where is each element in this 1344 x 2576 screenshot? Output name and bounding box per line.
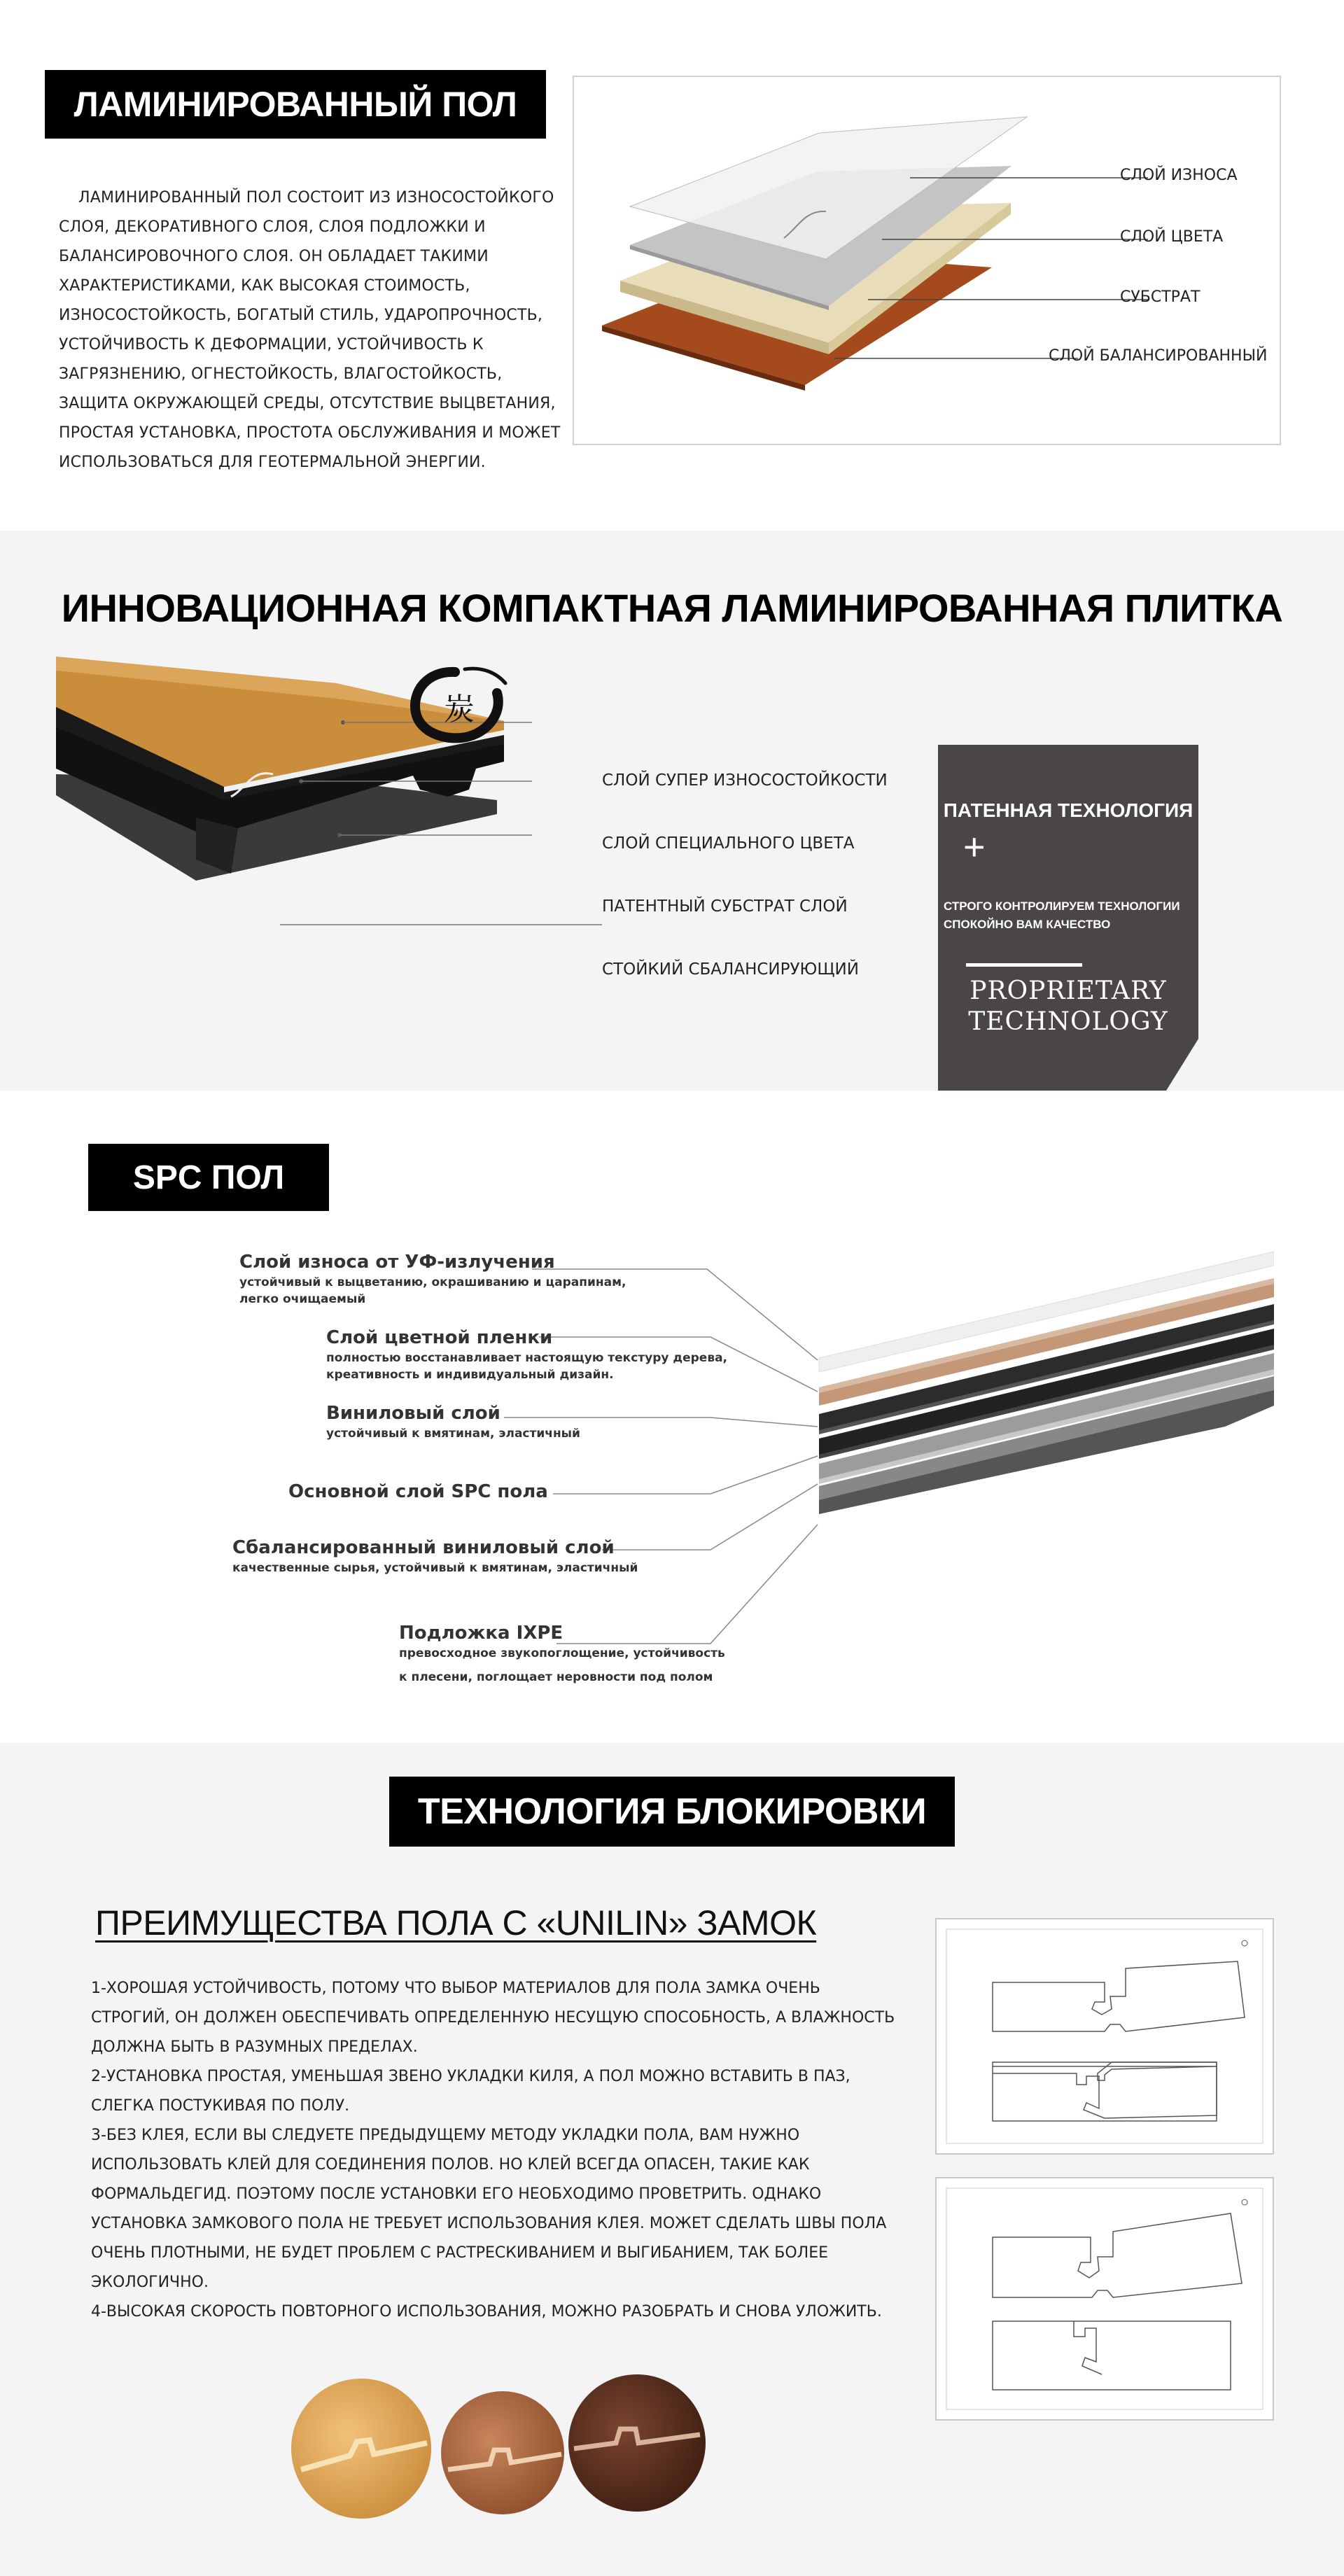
compact-label-substrate: ПАТЕНТНЫЙ СУБСТРАТ СЛОЙ [602,897,848,916]
tech-card-english-line-1: PROPRIETARY [969,976,1167,1005]
spc-section [0,1091,1344,1743]
compact-label-wear: СЛОЙ СУПЕР ИЗНОСОСТОЙКОСТИ [602,771,888,790]
locking-section [0,1743,1344,2576]
spc-layer-ixpe-name: Подложка IXPE [399,1623,564,1644]
spc-layer-balance-desc: качественные сырья, устойчивый к вмятинам, эластичный [232,1561,638,1575]
tech-card-title: ПАТЕННАЯ ТЕХНОЛОГИЯ [943,799,1194,821]
advantage-item: 1-ХОРОШАЯ УСТОЙЧИВОСТЬ, ПОТОМУ ЧТО ВЫБОР МАТЕРИАЛОВ ДЛЯ ПОЛА ЗАМКА ОЧЕНЬ СТРОГИЙ, ОН ДОЛЖЕН ОБЕСПЕЧИВАТЬ ОПРЕДЕЛЕННУЮ НЕСУЩУЮ СПОСОБНОСТЬ, А ВЛАЖНОСТЬ ДОЛЖНА БЫТЬ В РАЗУМНЫХ ПРЕДЕЛАХ. [91,1980,895,2056]
spc-layer-uv-desc-1: устойчивый к выцветанию, окрашиванию и царапинам, [239,1275,626,1289]
tech-card-english-line-2: TECHNOLOGY [968,1007,1168,1036]
compact-label-balance: СТОЙКИЙ СБАЛАНСИРУЮЩИЙ [602,960,859,979]
spc-layer-balance-name: Сбалансированный виниловый слой [232,1537,615,1558]
laminate-section [0,0,1344,531]
advantage-item: 4-ВЫСОКАЯ СКОРОСТЬ ПОВТОРНОГО ИСПОЛЬЗОВАНИЯ, МОЖНО РАЗОБРАТЬ И СНОВА УЛОЖИТЬ. [91,2303,882,2320]
spc-layer-uv-desc-2: легко очищаемый [239,1292,366,1306]
compact-section [0,531,1344,1091]
lock-drawing-top [935,1918,1274,2155]
layer-label-substrate: СУБСТРАТ [1120,288,1200,306]
advantage-item: 3-БЕЗ КЛЕЯ, ЕСЛИ ВЫ СЛЕДУЕТЕ ПРЕДЫДУЩЕМУ МЕТОДУ УКЛАДКИ ПОЛА, ВАМ НУЖНО ИСПОЛЬЗОВАТЬ КЛЕЙ ДЛЯ СОЕДИНЕНИЯ ПОЛОВ. НО КЛЕЙ ВСЕГДА ОПАСЕН, ТАКИЕ КАК ФОРМАЛЬДЕГИД. ПОЭТОМУ ПОСЛЕ УСТАНОВКИ ЕГО НЕОБХОДИМО ПРОВЕТРИТЬ. ОДНАКО УСТАНОВКА ЗАМКОВОГО ПОЛА НЕ ТРЕБУЕТ ИСПОЛЬЗОВАНИЯ КЛЕЯ. МОЖЕТ СДЕЛАТЬ ШВЫ ПОЛА ОЧЕНЬ ПЛОТНЫМИ, НЕ БУДЕТ ПРОБЛЕМ С РАСТРЕСКИВАНИЕМ И ВЫГИБАНИЕМ, ТАК БОЛЕЕ ЭКОЛОГИЧНО. [91,2127,887,2291]
spc-layer-film-desc-2: креативность и индивидуальный дизайн. [326,1368,614,1382]
plus-icon: + [963,826,986,868]
walnut-sample [441,2391,564,2514]
spc-title: SPC ПОЛ [88,1144,329,1211]
advantage-item: 2-УСТАНОВКА ПРОСТАЯ, УМЕНЬШАЯ ЗВЕНО УКЛАДКИ КИЛЯ, А ПОЛ МОЖНО ВСТАВИТЬ В ПАЗ, СЛЕГКА ПОСТУКИВАЯ ПО ПОЛУ. [91,2068,850,2115]
tech-card-subtitle-line-1: СТРОГО КОНТРОЛИРУЕМ ТЕХНОЛОГИИ [944,899,1180,913]
spc-layer-ixpe-desc-1: превосходное звукопоглощение, устойчивость [399,1646,725,1660]
proprietary-tech-card [938,745,1198,1091]
tech-card-divider [966,963,1082,967]
spc-layer-vinyl-desc: устойчивый к вмятинам, эластичный [326,1427,580,1441]
laminate-description: ЛАМИНИРОВАННЫЙ ПОЛ СОСТОИТ ИЗ ИЗНОСОСТОЙКОГО СЛОЯ, ДЕКОРАТИВНОГО СЛОЯ, СЛОЯ ПОДЛОЖКИ И БАЛАНСИРОВОЧНОГО СЛОЯ. ОН ОБЛАДАЕТ ТАКИМИ ХАРАКТЕРИСТИКАМИ, КАК ВЫСОКАЯ СТОИМОСТЬ, ИЗНОСОСТОЙКОСТЬ, БОГАТЫЙ СТИЛЬ, УДАРОПРОЧНОСТЬ, УСТОЙЧИВОСТЬ К ДЕФОРМАЦИИ, УСТОЙЧИВОСТЬ К ЗАГРЯЗНЕНИЮ, ОГНЕСТОЙКОСТЬ, ВЛАГОСТОЙКОСТЬ, ЗАЩИТА ОКРУЖАЮЩЕЙ СРЕДЫ, ОТСУТСТВИЕ ВЫЦВЕТАНИЯ, ПРОСТАЯ УСТАНОВКА, ПРОСТОТА ОБСЛУЖИВАНИЯ И МОЖЕТ ИСПОЛЬЗОВАТЬСЯ ДЛЯ ГЕОТЕРМАЛЬНОЙ ЭНЕРГИИ. [59,189,561,471]
laminate-layers-diagram [573,76,1281,445]
spc-layer-film-desc-1: полностью восстанавливает настоящую текстуру дерева, [326,1351,728,1365]
laminate-title: ЛАМИНИРОВАННЫЙ ПОЛ [45,70,546,139]
tech-card-english [938,976,1198,1037]
laminate-layers-illustration [574,77,1280,444]
layer-label-color: СЛОЙ ЦВЕТА [1120,228,1224,246]
lock-drawing-bottom [935,2177,1274,2421]
tech-card-subtitle-line-2: СПОКОЙНО ВАМ КАЧЕСТВО [944,918,1111,931]
spc-layer-uv-name: Слой износа от УФ-излучения [239,1252,555,1273]
brand-seal-logo [406,664,511,748]
compact-title: ИННОВАЦИОННАЯ КОМПАКТНАЯ ЛАМИНИРОВАННАЯ ПЛИТКА [61,586,1283,630]
spc-layer-film-name: Слой цветной пленки [326,1327,553,1348]
unilin-heading: ПРЕИМУЩЕСТВА ПОЛА С «UNILIN» ЗАМОК [95,1903,817,1942]
tech-card-subtitle [944,897,1196,934]
spc-layer-ixpe-desc-2: к плесени, поглощает неровности под полом [399,1670,713,1684]
spc-layer-core-name: Основной слой SPC пола [288,1481,548,1502]
locking-title: ТЕХНОЛОГИЯ БЛОКИРОВКИ [389,1777,955,1847]
layer-label-wear: СЛОЙ ИЗНОСА [1120,167,1238,184]
compact-label-color: СЛОЙ СПЕЦИАЛЬНОГО ЦВЕТА [602,834,855,853]
layer-label-balance: СЛОЙ БАЛАНСИРОВАННЫЙ [1049,347,1268,365]
spc-layer-vinyl-name: Виниловый слой [326,1403,500,1424]
wood-joint-samples [287,2365,721,2519]
advantages-list [91,1974,903,2327]
svg-text:炭: 炭 [444,692,475,727]
